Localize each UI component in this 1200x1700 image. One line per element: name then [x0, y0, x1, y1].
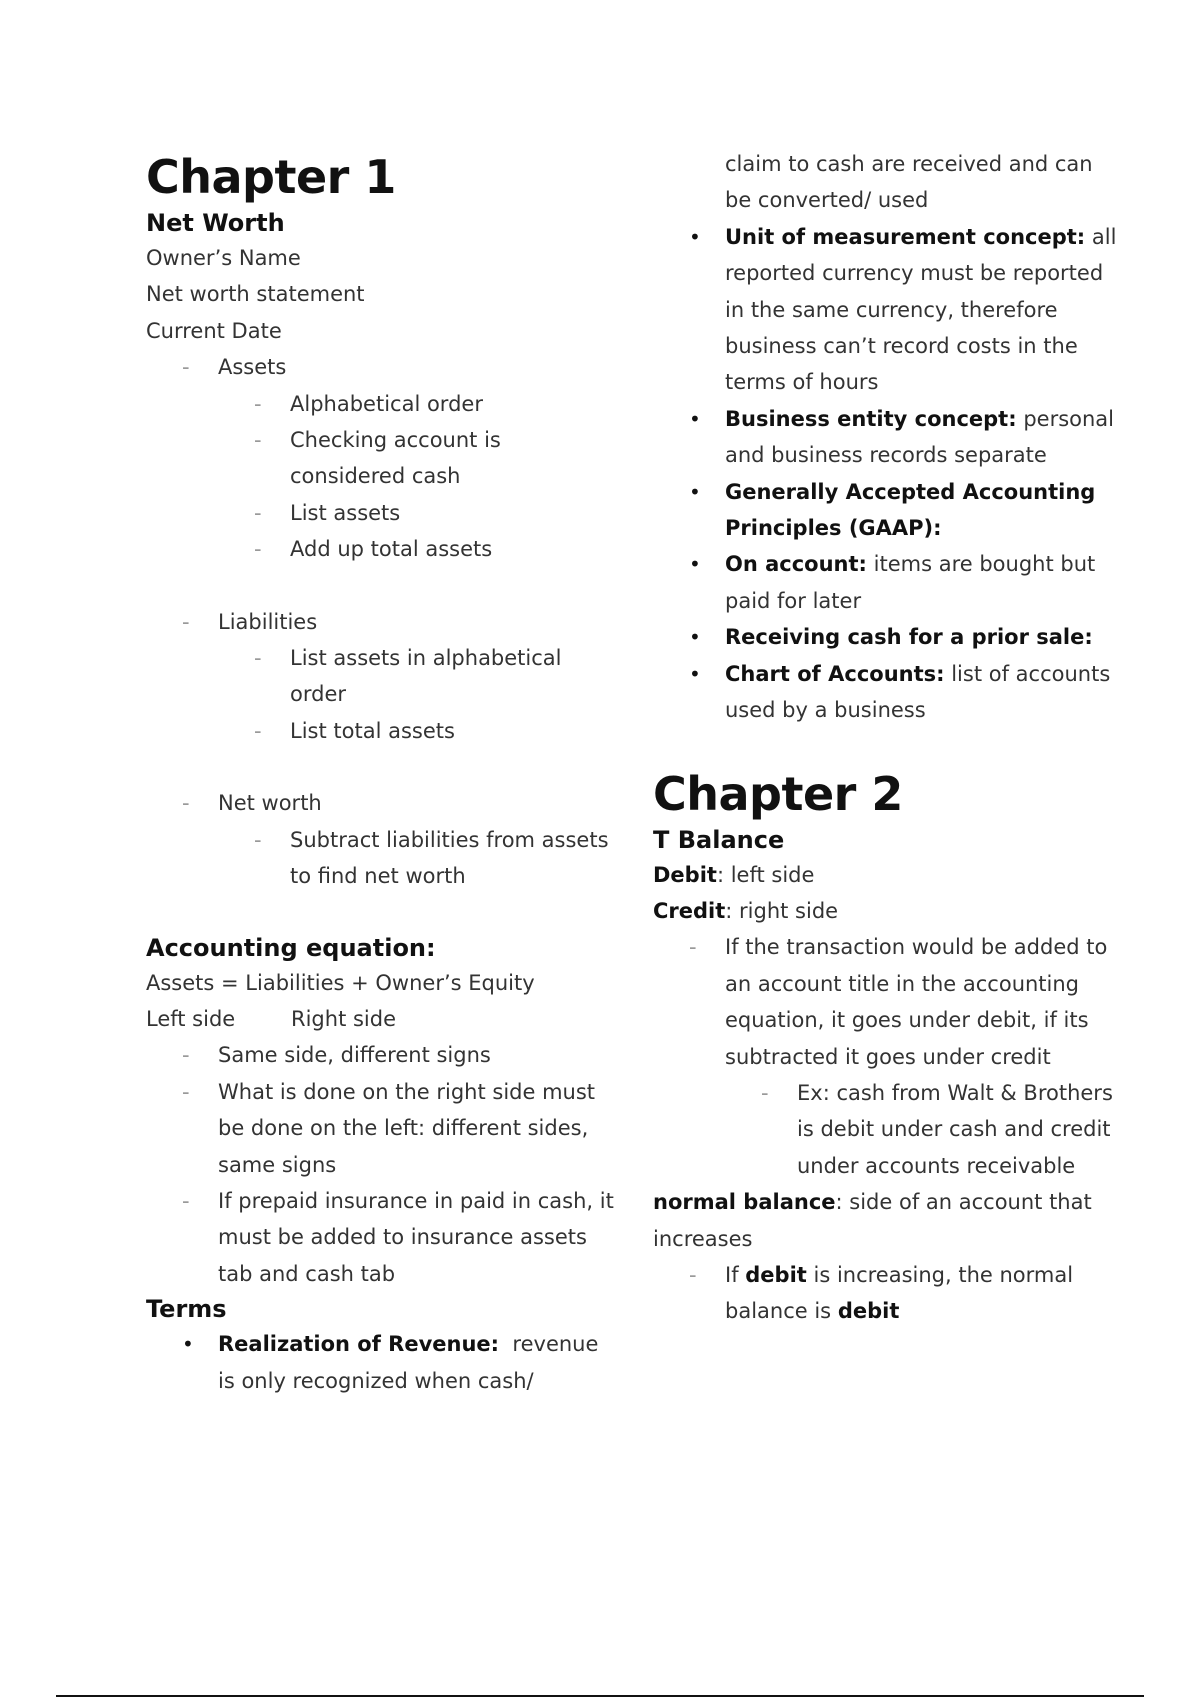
- term-label: Generally Accepted Accounting Principles (GAAP):: [725, 479, 1096, 541]
- normal-balance-definition: : side of an account that increases: [653, 1190, 1092, 1251]
- net-worth-heading: Net Worth: [146, 209, 285, 237]
- list-item: - Same side, different signs: [146, 1037, 616, 1073]
- term-definition: personal and business records separate: [725, 406, 1114, 468]
- date-line: Current Date: [146, 318, 282, 343]
- right-column: [653, 146, 1123, 1330]
- rule-text: is increasing, the normal balance is: [725, 1262, 1074, 1324]
- sides-line: [146, 1001, 616, 1037]
- list-item: - Checking account is considered cash: [218, 422, 616, 495]
- list-item: - List assets in alphabetical order: [218, 640, 616, 713]
- term-item: [653, 219, 1123, 401]
- term-item: [653, 401, 1123, 474]
- terms-list-part2: [653, 219, 1123, 729]
- list-item: - Subtract liabilities from assets to find net worth: [218, 822, 616, 895]
- term-item: [653, 656, 1123, 729]
- liabilities-item: [146, 604, 616, 750]
- example-item: - Ex: cash from Walt & Brothers is debit under cash and credit under accounts receivable: [725, 1075, 1123, 1184]
- credit-definition: : right side: [725, 898, 839, 923]
- term-label: Business entity concept:: [725, 406, 1017, 431]
- term-definition: all reported currency must be reported in the same currency, therefore business can’t record costs in the terms of hours: [725, 224, 1117, 395]
- list-item: - Alphabetical order: [218, 386, 616, 422]
- accounting-equation-heading: Accounting equation:: [146, 933, 436, 962]
- rule-text: If: [725, 1262, 746, 1287]
- list-item: - Add up total assets: [218, 531, 616, 567]
- chapter-2-title: Chapter 2: [653, 766, 903, 821]
- term-item: [653, 474, 1123, 547]
- list-item: [653, 929, 1123, 1184]
- statement-line: Net worth statement: [146, 282, 365, 307]
- spacer: [146, 568, 616, 604]
- terms-list-part1: [146, 1326, 616, 1399]
- list-item: - List assets: [218, 495, 616, 531]
- assets-sublist: [218, 386, 616, 568]
- term-item: [653, 546, 1123, 619]
- equation-rules-list: [146, 1037, 616, 1292]
- liabilities-label: Liabilities: [218, 609, 318, 634]
- left-side-label: Left side: [146, 1006, 236, 1031]
- example-sublist: [725, 1075, 1123, 1184]
- list-item: [653, 1257, 1123, 1330]
- liabilities-sublist: [218, 640, 616, 749]
- credit-line: [653, 893, 1123, 929]
- term-item: [146, 1326, 616, 1399]
- rule-bold: debit: [837, 1299, 900, 1324]
- term-definition: revenue is only recognized when cash/: [218, 1332, 599, 1393]
- normal-balance-label: normal balance: [653, 1190, 836, 1215]
- term-label: On account:: [725, 552, 867, 577]
- owner-name-line: Owner’s Name: [146, 246, 301, 270]
- normal-balance-line: [653, 1184, 1123, 1257]
- rule-bold: debit: [745, 1262, 807, 1287]
- term-label: Chart of Accounts:: [725, 661, 945, 686]
- term-label: Realization of Revenue:: [218, 1332, 500, 1357]
- t-balance-rules: [653, 929, 1123, 1184]
- t-balance-heading: T Balance: [653, 825, 785, 854]
- footer-rule: [56, 1695, 1144, 1697]
- assets-item: [146, 349, 616, 567]
- term-item: [653, 619, 1123, 655]
- chapter-1-title: Chapter 1: [146, 150, 396, 204]
- equation-line: Assets = Liabilities + Owner’s Equity: [146, 970, 535, 995]
- list-item: - List total assets: [218, 713, 616, 749]
- right-side-label: Right side: [291, 1006, 396, 1031]
- liabilities-list: [146, 604, 616, 750]
- term-label: Unit of measurement concept:: [725, 224, 1086, 249]
- spacer: [146, 895, 616, 931]
- debit-credit-rule: If the transaction would be added to an account title in the accounting equation, it goes under debit, if its subtracted it goes under credit: [725, 935, 1108, 1069]
- spacer: [146, 749, 616, 785]
- term-definition: list of accounts used by a business: [725, 661, 1111, 723]
- debit-line: [653, 857, 1123, 893]
- networth-item: [146, 785, 616, 894]
- list-item: - What is done on the right side must be done on the left: different sides, same signs: [146, 1074, 616, 1183]
- terms-heading: Terms: [146, 1295, 227, 1324]
- term-label: Receiving cash for a prior sale:: [725, 625, 1093, 650]
- spacer: [653, 729, 1123, 765]
- list-item: - If prepaid insurance in paid in cash, it must be added to insurance assets tab and cash tab: [146, 1183, 616, 1292]
- networth-label: Net worth: [218, 791, 322, 816]
- normal-balance-rules: [653, 1257, 1123, 1330]
- credit-label: Credit: [653, 898, 726, 923]
- term-definition-continued: claim to cash are received and can be converted/ used: [725, 152, 1093, 213]
- networth-sublist: [218, 822, 616, 895]
- left-column: [146, 148, 616, 1399]
- assets-list: [146, 349, 616, 567]
- debit-definition: : left side: [716, 862, 815, 887]
- assets-label: Assets: [218, 355, 287, 380]
- term-definition: items are bought but paid for later: [725, 552, 1096, 613]
- debit-label: Debit: [653, 862, 717, 887]
- networth-list: [146, 785, 616, 894]
